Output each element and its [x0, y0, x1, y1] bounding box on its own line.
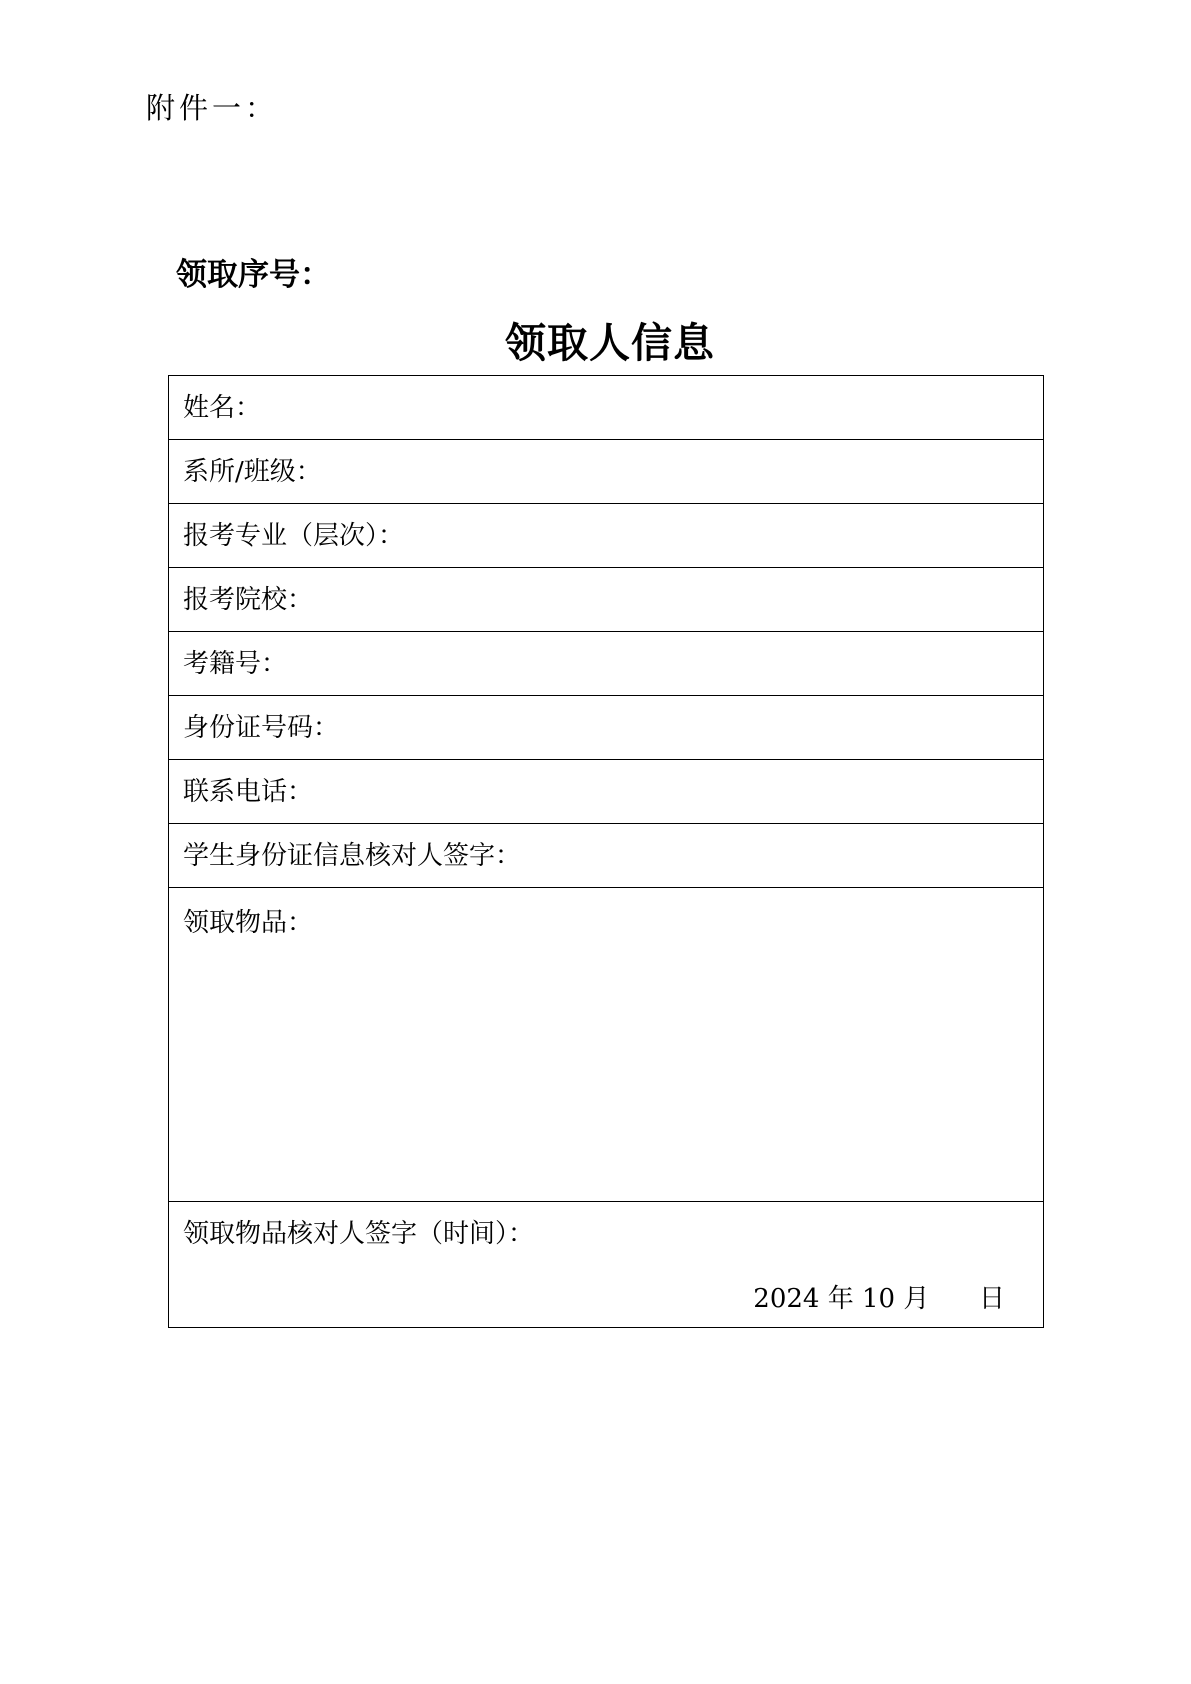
date-year: 2024	[753, 1284, 820, 1314]
date-day-unit: 日	[978, 1284, 1005, 1314]
field-row-department-class[interactable]	[169, 440, 1043, 504]
field-row-name[interactable]	[169, 376, 1043, 440]
field-row-items-received[interactable]	[169, 888, 1043, 1202]
field-row-items-verifier-signature[interactable]	[169, 1202, 1043, 1327]
attachment-label: 附件一：	[146, 91, 279, 125]
field-row-id-number[interactable]	[169, 696, 1043, 760]
form-title: 领取人信息	[505, 319, 715, 367]
field-label-major-level: 报考专业（层次）：	[183, 520, 405, 551]
field-label-exam-registration-number: 考籍号：	[183, 648, 288, 679]
field-label-school: 报考院校：	[183, 584, 314, 615]
field-label-id-verifier-signature: 学生身份证信息核对人签字：	[183, 840, 522, 871]
field-label-items-received: 领取物品：	[183, 908, 314, 938]
field-row-id-verifier-signature[interactable]	[169, 824, 1043, 888]
signature-date	[753, 1281, 1005, 1317]
recipient-info-table	[168, 375, 1044, 1328]
field-label-name: 姓名：	[183, 392, 262, 423]
field-row-major-level[interactable]	[169, 504, 1043, 568]
field-label-id-number: 身份证号码：	[183, 712, 340, 743]
field-label-department-class: 系所/班级：	[183, 456, 322, 487]
date-year-unit: 年	[827, 1284, 854, 1314]
date-month: 10	[862, 1284, 896, 1314]
date-month-unit: 月	[903, 1284, 930, 1314]
field-label-phone: 联系电话：	[183, 776, 314, 807]
field-row-exam-registration-number[interactable]	[169, 632, 1043, 696]
field-row-phone[interactable]	[169, 760, 1043, 824]
serial-number-label: 领取序号：	[176, 257, 331, 293]
field-label-items-verifier-signature: 领取物品核对人签字（时间）：	[183, 1219, 535, 1249]
field-row-school[interactable]	[169, 568, 1043, 632]
